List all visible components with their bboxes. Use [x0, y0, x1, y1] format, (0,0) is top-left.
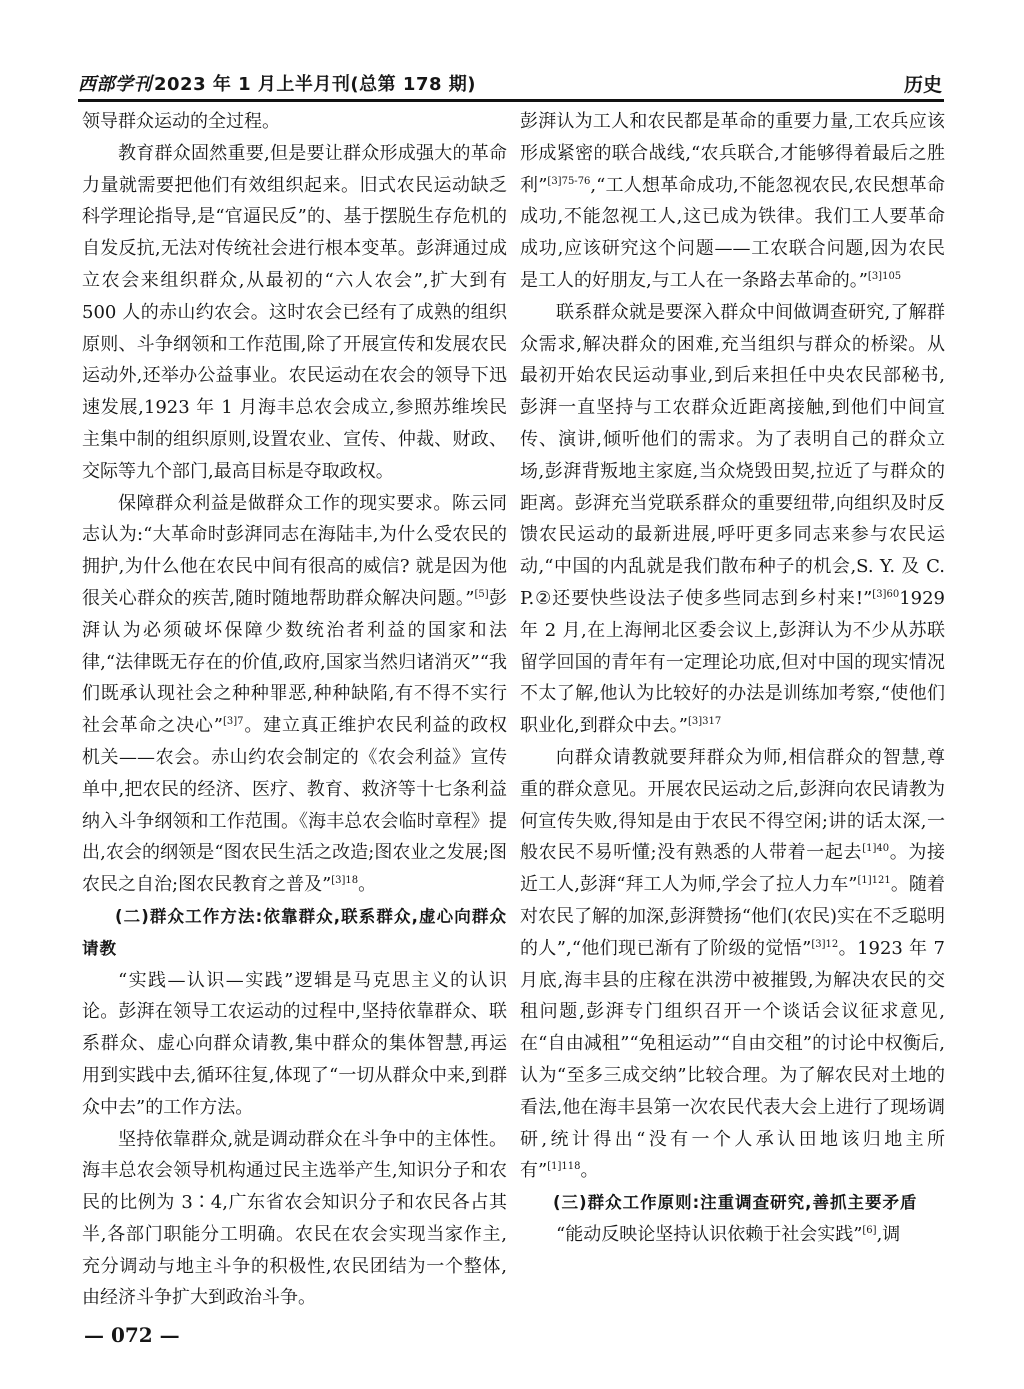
citation-reference: [1]40 [862, 843, 890, 855]
section-subheading: (二)群众工作方法:依靠群众,联系群众,虚心向群众请教 [82, 906, 507, 958]
citation-reference: [1]118 [547, 1161, 581, 1173]
citation-reference: [6] [862, 1224, 877, 1236]
left-column [82, 106, 507, 1330]
page-number: — 072 — [84, 1323, 180, 1347]
body-paragraph: “实践—认识—实践”逻辑是马克思主义的认识论。彭湃在领导工农运动的过程中,坚持依靠群众、联系群众、虚心向群众请教,集中群众的集体智慧,再运用到实践中去,循环往复,体现了“一切从群众中来,到群众中去”的工作方法。 [82, 969, 507, 1118]
citation-reference: [1]121 [857, 875, 891, 887]
body-paragraph: 向群众请教就要拜群众为师,相信群众的智慧,尊重的群众意见。开展农民运动之后,彭湃向农民请教为何宣传失败,得知是由于农民不得空闲;讲的话太深,一般农民不易听懂;没有熟悉的人带着一起去$^{[1]40}$。为接近工人,彭湃“拜工人为师,学会了拉人力车”$^{[1]121}$。随着对农民了解的加深,彭湃赞扬“他们(农民)实在不乏聪明的人”,“他们现已渐有了阶级的觉悟”$^{[3]12}$。1923 年 7 月底,海丰县的庄稼在洪涝中被摧毁,为解决农民的交租问题,彭湃专门组织召开一个谈话会议征求意见,在“自由减租”“免租运动”“自由交租”的讨论中权衡后,认为“至多三成交纳”比较合理。为了解农民对土地的看法,他在海丰县第一次农民代表大会上进行了现场调研,统计得出“没有一个人承认田地该归地主所有”$^{[1]118}$。 [520, 746, 945, 1182]
body-paragraph: 坚持依靠群众,就是调动群众在斗争中的主体性。海丰总农会领导机构通过民主选举产生,知识分子和农民的比例为 3∶4,广东省农会知识分子和农民各占其半,各部门职能分工明确。农民在农会实现当家作主,充分调动与地主斗争的积极性,农民团结为一个整体,由经济斗争扩大到政治斗争。 [82, 1128, 507, 1309]
right-column [520, 106, 945, 1330]
body-paragraph: 彭湃认为工人和农民都是革命的重要力量,工农兵应该形成紧密的联合战线,“农兵联合,才能够得着最后之胜利”$^{[3]75-76}$,“工人想革命成功,不能忽视农民,农民想革命成功,不能忽视工人,这已成为铁律。我们工人要革命成功,应该研究这个问题——工农联合问题,因为农民是工人的好朋友,与工人在一条路去革命的。”$^{[3]105}$ [520, 111, 945, 291]
journal-issue: 2023 年 1 月上半月刊(总第 178 期) [154, 74, 476, 95]
citation-reference: [3]60 [872, 588, 900, 600]
citation-reference: [3]105 [867, 270, 902, 282]
citation-reference: [3]75-76 [547, 175, 591, 187]
section-label: 历史 [903, 74, 942, 96]
citation-reference: [5] [474, 588, 489, 600]
citation-reference: [3]18 [331, 875, 359, 887]
body-paragraph: 领导群众运动的全过程。 [82, 111, 280, 132]
body-paragraph: 联系群众就是要深入群众中间做调查研究,了解群众需求,解决群众的困难,充当组织与群众的桥梁。从最初开始农民运动事业,到后来担任中央农民部秘书,彭湃一直坚持与工农群众近距离接触,到他们中间宣传、演讲,倾听他们的需求。为了表明自己的群众立场,彭湃背叛地主家庭,当众烧毁田契,拉近了与群众的距离。彭湃充当党联系群众的重要纽带,向组织及时反馈农民运动的最新进展,呼吁更多同志来参与农民运动,“中国的内乱就是我们散布种子的机会,S. Y. 及 C. P.②还要快些设法子使多些同志到乡村来!”$^{[3]60}$1929 年 2 月,在上海闸北区委会议上,彭湃认为不少从苏联留学回国的青年有一定理论功底,但对中国的现实情况不太了解,他认为比较好的办法是训练加考察,“使他们职业化,到群众中去。”$^{[3]317}$ [520, 301, 945, 737]
citation-reference: [3]7 [222, 716, 244, 728]
body-paragraph: 保障群众利益是做群众工作的现实要求。陈云同志认为:“大革命时彭湃同志在海陆丰,为什么受农民的拥护,为什么他在农民中间有很高的威信? 就是因为他很关心群众的疾苦,随时随地帮助群众解决问题。”[5]彭湃认为必须破坏保障少数统治者利益的国家和法律,“法律既无存在的价值,政府,国家当然归诸消灭”“我们既承认现社会之种种罪恶,种种缺陷,有不得不实行社会革命之决心”$^{[3]7}$。建立真正维护农民利益的政权机关——农会。赤山约农会制定的《农会利益》宣传单中,把农民的经济、医疗、教育、救济等十七条利益纳入斗争纲领和工作范围。《海丰总农会临时章程》提出,农会的纲领是“图农民生活之改造;图农业之发展;图农民之自治;图农民教育之普及”$^{[3]18}$。 [82, 492, 507, 896]
section-subheading: (三)群众工作原则:注重调查研究,善抓主要矛盾 [553, 1193, 918, 1213]
body-paragraph: 教育群众固然重要,但是要让群众形成强大的革命力量就需要把他们有效组织起来。旧式农民运动缺乏科学理论指导,是“官逼民反”的、基于摆脱生存危机的自发反抗,无法对传统社会进行根本变革。彭湃通过成立农会来组织群众,从最初的“六人农会”,扩大到有 500 人的赤山约农会。这时农会已经有了成熟的组织原则、斗争纲领和工作范围,除了开展宣传和发展农民运动外,还举办公益事业。农民运动在农会的领导下迅速发展,1923 年 1 月海丰总农会成立,参照苏维埃民主集中制的组织原则,设置农业、宣传、仲裁、财政、交际等九个部门,最高目标是夺取政权。 [82, 142, 507, 482]
journal-title [78, 70, 476, 96]
body-paragraph: “能动反映论坚持认识依赖于社会实践”[6],调 [556, 1223, 901, 1245]
journal-brand: 西部学刊 [78, 74, 152, 95]
citation-reference: [3]317 [687, 716, 722, 728]
citation-reference: [3]12 [811, 938, 839, 950]
running-header [78, 68, 944, 102]
